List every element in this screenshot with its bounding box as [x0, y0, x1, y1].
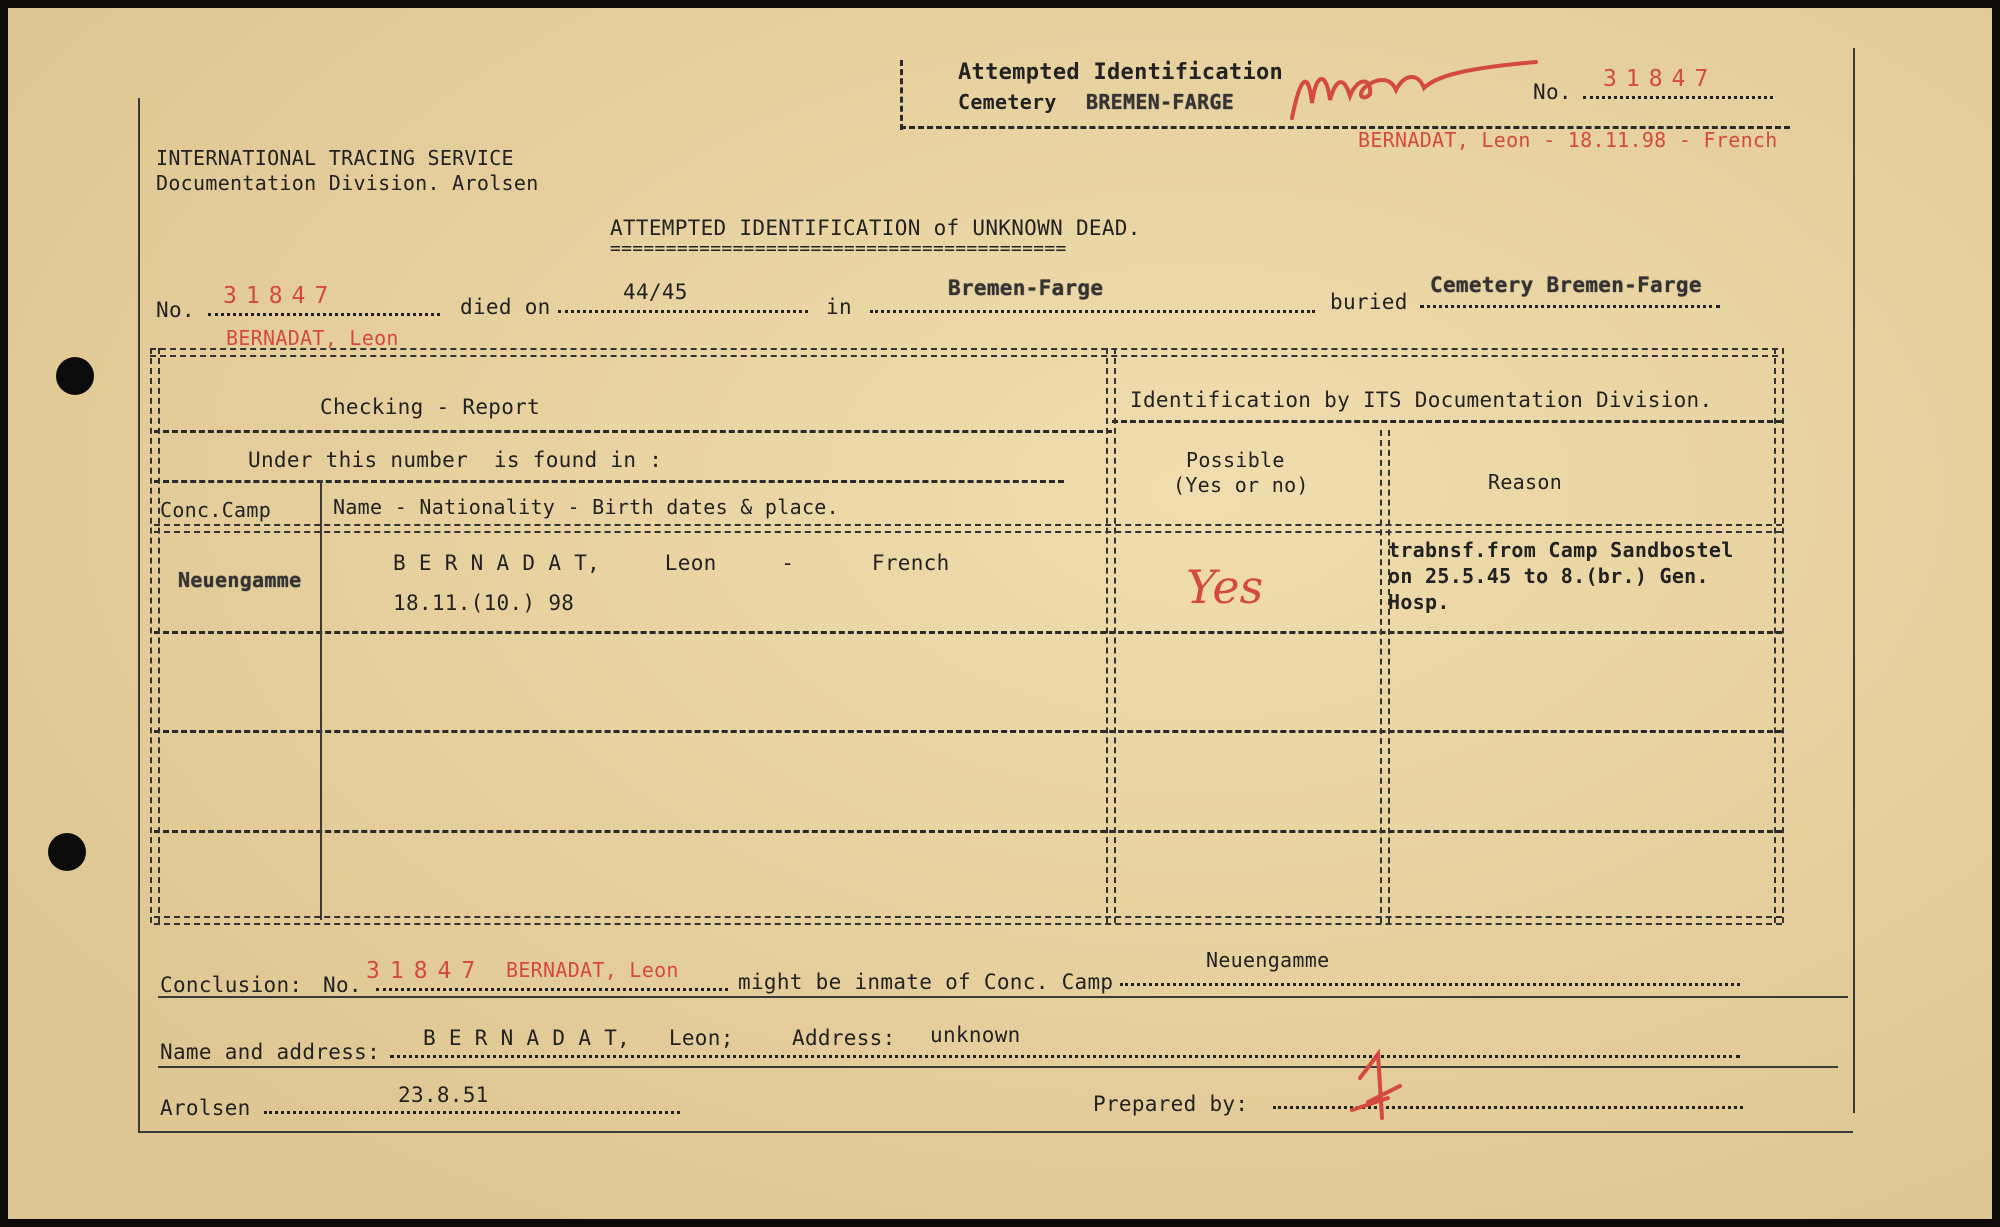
conclusion-might-be: might be inmate of Conc. Camp: [738, 970, 1114, 994]
row1-name-line1: B E R N A D A T, Leon - French: [393, 551, 950, 575]
address-value: unknown: [930, 1023, 1021, 1047]
col-header-possible-2: (Yes or no): [1173, 473, 1309, 497]
signature-prepared-by: [1348, 1048, 1418, 1128]
index-card: [8, 8, 1992, 1219]
row1-reason-line1: trabnsf.from Camp Sandbostel: [1388, 538, 1734, 562]
record-buried-label: buried: [1330, 290, 1408, 314]
identification-header: Identification by ITS Documentation Division.: [1130, 388, 1713, 412]
header-red-name: BERNADAT, Leon - 18.11.98 - French: [1358, 128, 1778, 152]
header-cemetery-label: Cemetery: [958, 90, 1057, 114]
header-no-value: 31847: [1603, 66, 1718, 92]
header-no-dots: [1583, 96, 1773, 99]
record-no-value: 31847: [223, 283, 338, 309]
row1-reason-line3: Hosp.: [1388, 590, 1450, 614]
col-header-name: Name - Nationality - Birth dates & place.: [333, 495, 839, 519]
conclusion-no-value: 31847: [366, 958, 486, 984]
row1-reason-line2: on 25.5.45 to 8.(br.) Gen.: [1388, 564, 1709, 588]
frame-right-line: [1853, 48, 1855, 1113]
footer-place: Arolsen: [160, 1096, 251, 1120]
row1-camp: Neuengamme: [178, 568, 302, 592]
name-address-label: Name and address:: [160, 1040, 381, 1064]
record-red-name: BERNADAT, Leon: [226, 326, 399, 350]
record-in-label: in: [826, 295, 852, 319]
prepared-by-label: Prepared by:: [1093, 1092, 1249, 1116]
record-died-label: died on: [460, 295, 551, 319]
record-in-value: Bremen-Farge: [948, 276, 1104, 300]
frame-bottom-line: [138, 1131, 1853, 1133]
header-cemetery-value: BREMEN-FARGE: [1086, 90, 1235, 114]
under-number-label: Under this number is found in :: [248, 448, 663, 472]
conclusion-camp-value: Neuengamme: [1206, 948, 1330, 972]
page-title: ATTEMPTED IDENTIFICATION of UNKNOWN DEAD.: [610, 216, 1141, 240]
record-no-label: No.: [156, 298, 195, 322]
row1-possible: Yes: [1186, 560, 1264, 614]
conclusion-name-value: BERNADAT, Leon: [506, 958, 679, 982]
record-died-value: 44/45: [623, 280, 688, 304]
punch-hole-bottom: [48, 833, 86, 871]
col-header-camp: Conc.Camp: [160, 498, 272, 522]
row1-name-line2: 18.11.(10.) 98: [393, 591, 575, 615]
header-attempted-identification: Attempted Identification: [958, 60, 1284, 85]
col-header-reason: Reason: [1488, 470, 1563, 494]
punch-hole-top: [56, 357, 94, 395]
conclusion-label: Conclusion:: [160, 973, 303, 997]
address-label: Address:: [792, 1026, 896, 1050]
col-header-possible-1: Possible: [1186, 448, 1285, 472]
conclusion-no-label: No.: [323, 973, 362, 997]
name-address-name: B E R N A D A T, Leon;: [423, 1026, 734, 1050]
checking-report-header: Checking - Report: [320, 395, 541, 419]
title-underline: =========================================: [610, 238, 1067, 259]
org-line-2: Documentation Division. Arolsen: [156, 171, 539, 195]
frame-left-line: [138, 98, 140, 1133]
record-buried-value: Cemetery Bremen-Farge: [1430, 273, 1702, 297]
signature-scribble-header: [1286, 48, 1546, 128]
org-line-1: INTERNATIONAL TRACING SERVICE: [156, 146, 514, 170]
footer-date: 23.8.51: [398, 1083, 489, 1107]
header-no-label: No.: [1533, 80, 1572, 104]
